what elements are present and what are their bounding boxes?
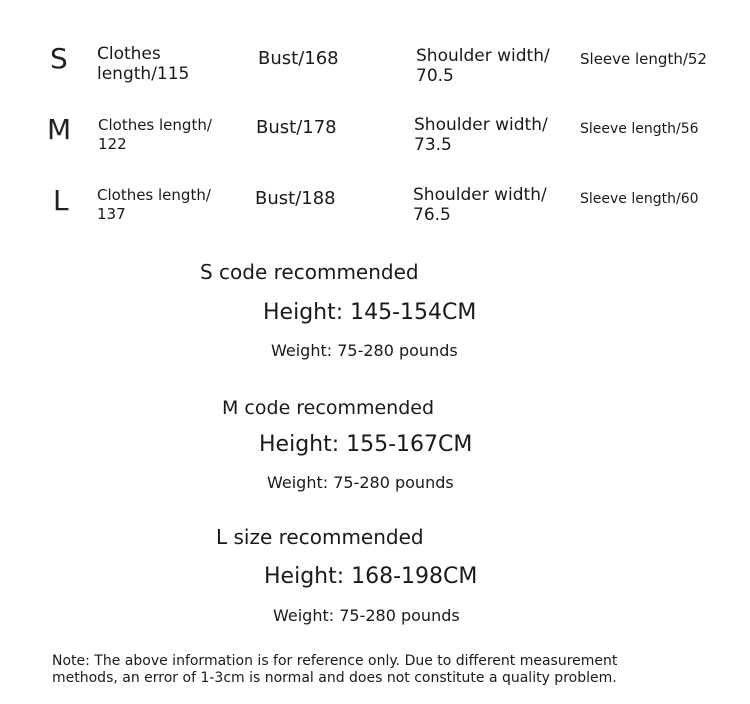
bust-label: Bust/178 — [256, 117, 337, 138]
clothes-length-line1: Clothes length/ — [98, 116, 212, 134]
disclaimer-note — [52, 653, 742, 687]
clothes-length-label — [98, 116, 212, 154]
sleeve-length-label: Sleeve length/56 — [580, 121, 699, 137]
shoulder-width-line1: Shoulder width/ — [413, 185, 547, 205]
recommendation-title: L size recommended — [216, 525, 424, 549]
sleeve-length-label: Sleeve length/60 — [580, 191, 699, 207]
size-label: M — [47, 113, 72, 146]
size-label: L — [53, 184, 69, 217]
shoulder-width-label — [416, 46, 550, 86]
recommendation-height: Height: 155-167CM — [259, 432, 473, 457]
recommendation-title: M code recommended — [222, 397, 435, 419]
bust-label: Bust/168 — [258, 48, 339, 69]
size-label: S — [50, 42, 68, 75]
clothes-length-label — [97, 186, 211, 224]
sleeve-length-label: Sleeve length/52 — [580, 50, 707, 68]
recommendation-weight: Weight: 75-280 pounds — [273, 606, 460, 625]
shoulder-width-line2: 73.5 — [414, 135, 452, 155]
bust-label: Bust/188 — [255, 188, 336, 209]
shoulder-width-line2: 76.5 — [413, 205, 451, 225]
clothes-length-line2: 137 — [97, 205, 126, 223]
shoulder-width-line1: Shoulder width/ — [414, 115, 548, 135]
shoulder-width-label — [413, 185, 547, 225]
recommendation-height: Height: 145-154CM — [263, 300, 477, 325]
clothes-length-label — [97, 44, 189, 84]
recommendation-weight: Weight: 75-280 pounds — [271, 341, 458, 360]
clothes-length-line2: length/115 — [97, 64, 190, 84]
note-line-2: methods, an error of 1-3cm is normal and does not constitute a quality problem. — [52, 670, 617, 686]
shoulder-width-line1: Shoulder width/ — [416, 46, 550, 66]
shoulder-width-line2: 70.5 — [416, 66, 454, 86]
note-line-1: Note: The above information is for reference only. Due to different measurement — [52, 653, 618, 669]
clothes-length-line1: Clothes length/ — [97, 186, 211, 204]
clothes-length-line1: Clothes — [97, 44, 161, 64]
recommendation-weight: Weight: 75-280 pounds — [267, 473, 454, 492]
recommendation-height: Height: 168-198CM — [264, 564, 478, 589]
clothes-length-line2: 122 — [98, 135, 127, 153]
recommendation-title: S code recommended — [200, 260, 419, 284]
shoulder-width-label — [414, 115, 548, 155]
